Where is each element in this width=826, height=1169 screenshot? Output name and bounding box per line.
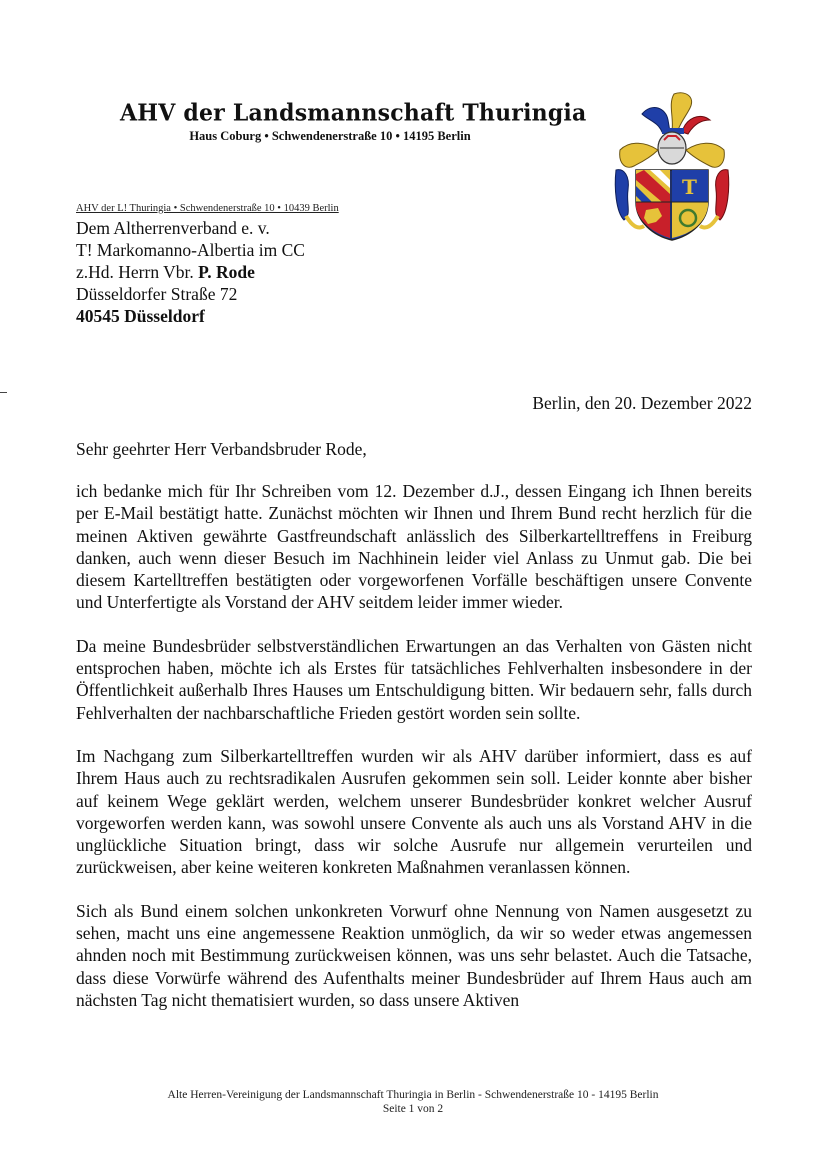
body-paragraph: Sich als Bund einem solchen unkonkreten Vorwurf ohne Nennung von Namen ausgesetzt zu sehen, macht uns eine angemessene Reaktion unmöglich, da wir so weder etwas angemessen ahnden noch mit Bestimmung zurückweisen können, was uns sehr belastet. Auch die Tatsache, dass diese Vorwürfe während des Aufenthalts meiner Bundesbrüder auf Ihrem Haus auch am nächsten Tag nicht thematisiert wurden, so dass unsere Aktiven — [76, 900, 752, 1010]
salutation: Sehr geehrter Herr Verbandsbruder Rode, — [76, 439, 367, 459]
organization-title: AHV der Landsmannschaft Thuringia — [120, 99, 587, 127]
letter-body — [76, 480, 752, 1032]
letterhead — [120, 99, 587, 144]
recipient-attention: z.Hd. Herrn Vbr. — [76, 262, 199, 282]
recipient-name: P. Rode — [198, 262, 255, 282]
letter-date: Berlin, den 20. Dezember 2022 — [532, 393, 752, 413]
recipient-address — [76, 217, 305, 327]
recipient-line-2: T! Markomanno-Albertia im CC — [76, 240, 305, 260]
coat-of-arms-icon — [612, 90, 732, 242]
svg-text:T: T — [682, 175, 697, 199]
body-paragraph: Da meine Bundesbrüder selbstverständlichen Erwartungen an das Verhalten von Gästen nicht entsprochen haben, möchte ich als Erstes für tatsächliches Fehlverhalten insbesondere in der Öffentlichkeit außerhalb Ihres Hauses um Entschuldigung bitten. Wir bedauern sehr, falls durch Fehlverhalten der nachbarschaftliche Frieden gestört worden sein sollte. — [76, 635, 752, 723]
recipient-street: Düsseldorfer Straße 72 — [76, 284, 238, 304]
footer-address: Alte Herren-Vereinigung der Landsmannschaft Thuringia in Berlin - Schwendenerstraße 10 - 14195 Berlin — [167, 1089, 659, 1101]
recipient-city: 40545 Düsseldorf — [76, 306, 205, 326]
body-paragraph: Im Nachgang zum Silberkartelltreffen wurden wir als AHV darüber informiert, dass es auf Ihrem Haus auch zu rechtsradikalen Ausrufen gekommen sein soll. Leider konnte aber bisher auf keinem Wege geklärt werden, welchem unserer Bundesbrüder konkret welcher Ausruf vorgeworfen werden kann, was sowohl unsere Convente als auch uns als Vorstand AHV in die unglückliche Situation bringt, dass wir solche Ausrufe nur allgemein verurteilen und zurückweisen, aber keine weiteren konkreten Maßnahmen veranlassen können. — [76, 745, 752, 878]
fold-mark — [0, 392, 7, 393]
recipient-line-1: Dem Altherrenverband e. v. — [76, 218, 270, 238]
body-paragraph: ich bedanke mich für Ihr Schreiben vom 12. Dezember d.J., dessen Eingang ich Ihnen bereits per E-Mail bestätigt hatte. Zunächst möchten wir Ihnen und Ihrem Bund recht herzlich für die meinen Aktiven gewährte Gastfreundschaft anlässlich des Silberkartelltreffens in Freiburg danken, auch wenn dieser Besuch im Nachhinein leider viel Anlass zu Unmut gab. Die bei diesem Kartelltreffen bestätigten oder vorgeworfenen Vorfälle beschäftigen unsere Convente und Unterfertigte als Vorstand der AHV seitdem leider immer wieder. — [76, 481, 752, 613]
recipient-line-3 — [76, 261, 305, 283]
return-address-line: AHV der L! Thuringia • Schwendenerstraße 10 • 10439 Berlin — [76, 203, 339, 214]
page-footer — [0, 1088, 826, 1116]
page-number: Seite 1 von 2 — [382, 1103, 444, 1115]
organization-address: Haus Coburg • Schwendenerstraße 10 • 14195 Berlin — [189, 129, 471, 143]
